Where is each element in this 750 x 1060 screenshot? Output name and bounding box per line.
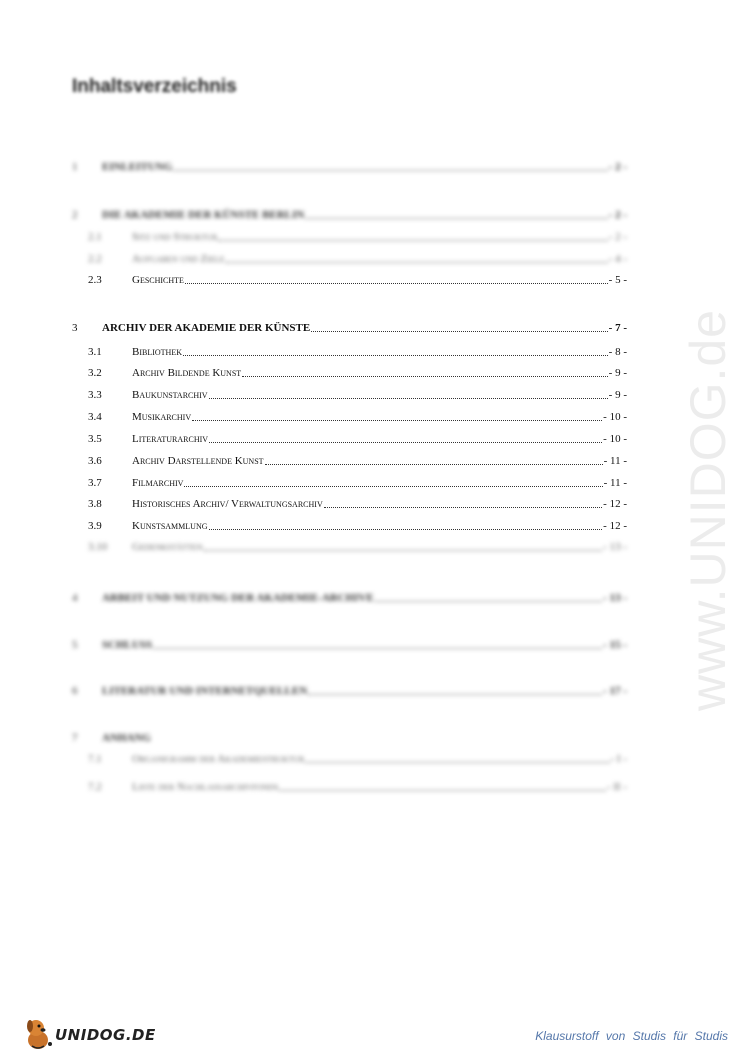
toc-entry-page: - 5 - <box>608 274 627 286</box>
toc-entry-number: 2.2 <box>88 253 102 265</box>
toc-leader-dots <box>311 322 607 332</box>
toc-leader-dots <box>305 209 607 219</box>
toc-entry-page: - 17 - <box>603 685 627 697</box>
toc-entry-page: - 10 - <box>603 433 627 445</box>
toc-entry-page: - 2 - <box>608 209 627 221</box>
toc-leader-dots <box>324 498 602 508</box>
toc-section-entry[interactable] <box>72 410 627 424</box>
toc-section-entry[interactable] <box>72 454 627 468</box>
toc-entry-page: - 7 - <box>608 322 627 334</box>
toc-leader-dots <box>305 753 609 763</box>
toc-entry-page: - 10 - <box>603 411 627 423</box>
footer-tagline: Klausurstoff von Studis für Studis <box>535 1029 728 1043</box>
toc-entry-title: Gedenkstätten <box>132 541 203 553</box>
toc-entry-page: - II - <box>606 781 627 793</box>
watermark-text: www.UNIDOG.de <box>680 309 736 711</box>
toc-entry-title: ARBEIT UND NUTZUNG DER AKADEMIE-ARCHIVE <box>102 592 374 604</box>
toc-leader-dots <box>265 455 603 465</box>
toc-entry-title: LITERATUR UND INTERNETQUELLEN <box>102 685 308 697</box>
toc-leader-dots <box>226 253 608 263</box>
toc-entry-number: 4 <box>72 592 78 604</box>
toc-entry-page: - 15 - <box>603 639 627 651</box>
toc-entry-title: Archiv Bildende Kunst <box>132 367 242 379</box>
toc-entry-number: 3.9 <box>88 520 102 532</box>
toc-entry-page: - I - <box>610 753 627 765</box>
toc-entry-title: Literaturarchiv <box>132 433 209 445</box>
toc-entry-title: Sitz und Struktur <box>132 231 218 243</box>
toc-leader-dots <box>209 389 608 399</box>
toc-chapter-entry[interactable] <box>72 208 627 222</box>
toc-entry-number: 2 <box>72 209 78 221</box>
toc-entry-page: - 9 - <box>608 389 627 401</box>
toc-entry-page: - 13 - <box>603 541 627 553</box>
toc-entry-title: Baukunstarchiv <box>132 389 208 401</box>
toc-chapter-entry[interactable] <box>72 160 627 174</box>
toc-entry-number: 3 <box>72 322 78 334</box>
toc-leader-dots <box>192 411 602 421</box>
toc-entry-number: 3.2 <box>88 367 102 379</box>
toc-chapter-entry[interactable] <box>72 684 627 698</box>
toc-entry-page: - 2 - <box>608 161 627 173</box>
toc-entry-title: Musikarchiv <box>132 411 192 423</box>
toc-leader-dots <box>209 520 603 530</box>
toc-leader-dots <box>183 346 608 356</box>
toc-leader-dots <box>308 685 602 695</box>
toc-section-entry[interactable] <box>72 273 627 287</box>
toc-entry-title: Archiv Darstellende Kunst <box>132 455 264 467</box>
toc-section-entry[interactable] <box>72 780 627 794</box>
toc-entry-number: 3.6 <box>88 455 102 467</box>
toc-entry-number: 3.10 <box>88 541 108 553</box>
toc-section-entry[interactable] <box>72 540 627 554</box>
toc-section-entry[interactable] <box>72 432 627 446</box>
toc-entry-title: Organigramm der Akademiestruktur <box>132 753 305 765</box>
toc-section-entry[interactable] <box>72 366 627 380</box>
toc-entry-number: 3.1 <box>88 346 102 358</box>
toc-leader-dots <box>204 541 603 551</box>
toc-leader-dots <box>173 161 607 171</box>
toc-entry-page: - 12 - <box>603 498 627 510</box>
toc-leader-dots <box>209 433 602 443</box>
toc-leader-dots <box>184 477 602 487</box>
toc-entry-title: Filmarchiv <box>132 477 184 489</box>
toc-entry-page: - 11 - <box>603 477 627 489</box>
toc-section-entry[interactable] <box>72 497 627 511</box>
toc-chapter-entry[interactable] <box>72 731 627 745</box>
toc-entry-title: EINLEITUNG <box>102 161 173 173</box>
toc-entry-title: Historisches Archiv/ Verwaltungsarchiv <box>132 498 323 510</box>
toc-leader-dots <box>218 231 607 241</box>
toc-entry-number: 3.8 <box>88 498 102 510</box>
toc-section-entry[interactable] <box>72 345 627 359</box>
toc-entry-number: 7.2 <box>88 781 102 793</box>
toc-section-entry[interactable] <box>72 388 627 402</box>
toc-entry-number: 3.5 <box>88 433 102 445</box>
toc-entry-title: Liste der Nachlassarchivfonds <box>132 781 279 793</box>
toc-entry-number: 1 <box>72 161 78 173</box>
toc-entry-title: Geschichte <box>132 274 184 286</box>
toc-entry-title: SCHLUSS <box>102 639 153 651</box>
toc-entry-number: 5 <box>72 639 78 651</box>
toc-entry-page: - 4 - <box>608 253 627 265</box>
toc-entry-number: 7 <box>72 732 78 744</box>
toc-entry-title: ANHANG <box>102 732 151 744</box>
page-title: Inhaltsverzeichnis <box>72 76 237 97</box>
toc-entry-page: - 2 - <box>608 231 627 243</box>
toc-entry-number: 3.7 <box>88 477 102 489</box>
toc-entry-page: - 11 - <box>603 455 627 467</box>
toc-section-entry[interactable] <box>72 476 627 490</box>
toc-entry-title: Bibliothek <box>132 346 182 358</box>
toc-entry-title: ARCHIV DER AKADEMIE DER KÜNSTE <box>102 322 311 334</box>
toc-entry-title: DIE AKADEMIE DER KÜNSTE BERLIN <box>102 209 305 221</box>
toc-leader-dots <box>279 781 605 791</box>
toc-leader-dots <box>242 367 608 377</box>
toc-section-entry[interactable] <box>72 752 627 766</box>
toc-leader-dots <box>185 274 608 284</box>
dog-mascot-icon <box>22 1014 58 1052</box>
logo-text: UNIDOG.DE <box>55 1026 156 1044</box>
toc-entry-page: - 8 - <box>608 346 627 358</box>
toc-entry-number: 6 <box>72 685 78 697</box>
toc-entry-page: - 12 - <box>603 520 627 532</box>
toc-chapter-entry[interactable] <box>72 591 627 605</box>
toc-section-entry[interactable] <box>72 230 627 244</box>
toc-entry-page: - 13 - <box>603 592 627 604</box>
toc-section-entry[interactable] <box>72 519 627 533</box>
toc-chapter-entry[interactable] <box>72 638 627 652</box>
toc-section-entry[interactable] <box>72 252 627 266</box>
toc-leader-dots <box>153 639 602 649</box>
toc-entry-title: Kunstsammlung <box>132 520 208 532</box>
toc-chapter-entry[interactable] <box>72 321 627 335</box>
toc-entry-number: 2.3 <box>88 274 102 286</box>
toc-entry-number: 3.3 <box>88 389 102 401</box>
toc-entry-number: 3.4 <box>88 411 102 423</box>
watermark <box>668 280 748 740</box>
toc-leader-dots <box>375 592 602 602</box>
toc-entry-number: 7.1 <box>88 753 102 765</box>
toc-entry-page: - 9 - <box>608 367 627 379</box>
toc-entry-number: 2.1 <box>88 231 102 243</box>
footer-logo[interactable] <box>22 1014 172 1054</box>
toc-entry-title: Aufgaben und Ziele <box>132 253 225 265</box>
